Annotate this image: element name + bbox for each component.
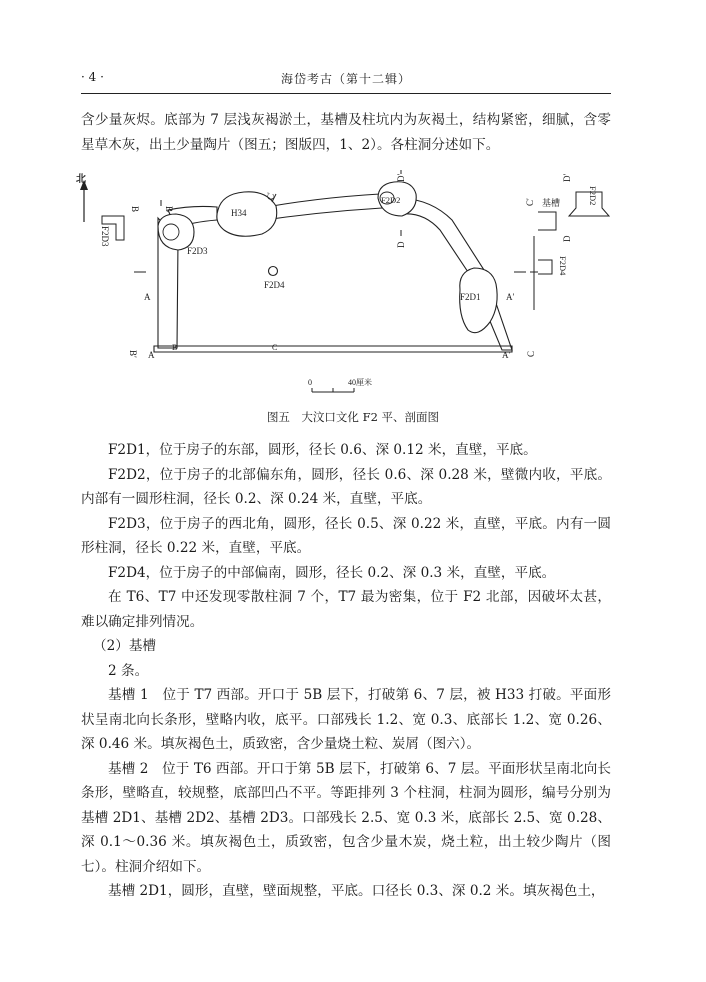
c-prime-top-label: C′ [266,192,276,200]
d-prime-label: D′ [396,173,406,182]
paragraph-f2d4: F2D4，位于房子的中部偏南，圆形，径长 0.2、深 0.3 米，直壁，平底。 [108,564,556,581]
paragraph-f2d1: F2D1，位于房子的东部，圆形，径长 0.6、深 0.12 米，直壁，平底。 [108,442,537,458]
paragraph-postholes: 在 T6、T7 中还发现零散柱洞 7 个，T7 最为密集，位于 F2 北部，因破坏太甚，难以确定排列情况。 [81,589,611,630]
section-heading: （2）基槽 [93,638,157,654]
a-bottom-label: A [148,350,155,360]
page-number: · 4 · [81,70,104,84]
figure-caption: 图五 大汶口文化 F2 平、剖面图 [266,410,440,424]
c-bottom-label: C [272,343,278,352]
f2d1-label: F2D1 [460,292,481,302]
c-right-label: C [526,350,536,357]
paragraph-trench-1: 基槽 1 位于 T7 西部。开口于 5B 层下，打破第 6、7 层，被 H33 打破。平面形状呈南北向长条形，壁略内收，底平。口部残长 1.2、宽 0.3、底部长 1.2、宽 0.26、深 0.46 米。填灰褐色土，质致密，含少量烧土粒、炭屑（图六）。 [81,687,611,752]
d-label: D [396,241,406,248]
a-prime-label: A′ [506,292,515,302]
figure-5 [72,160,632,410]
c-prime-right-label: C′ [525,198,535,206]
scale-zero: 0 [308,378,312,387]
a-prime-bottom-label: A′ [502,350,511,360]
b-top-label: B [130,206,140,213]
b-prime-label: B′ [128,350,138,358]
paragraph-trench-2: 基槽 2 位于 T6 西部。开口于第 5B 层下，打破第 6、7 层。平面形状呈南北向长条形，壁略直，较规整，底部凹凸不平。等距排列 3 个柱洞，柱洞为圆形，编号分别为基槽 2D1、基槽 2D2、基槽 2D3。口部残长 2.5、宽 0.3 米，底部长 2.5、宽 0.28、深 0.1～0.36 米。填灰褐色土，质致密，包含少量木炭，烧土粒，出土较少陶片（图七）。柱洞介绍如下。 [81,760,611,875]
sec-f2d4-label: F2D4 [558,256,568,276]
f2d2-label: F2D2 [381,195,401,205]
intro-text [81,108,611,157]
d-right-label: D [562,235,572,242]
trench-count: 2 条。 [108,662,149,679]
b-bottom-label: B [172,343,178,352]
running-header [81,66,611,90]
f2-plan-section-drawing [72,160,632,410]
jicao-label: 基槽 [542,198,561,208]
paragraph-f2d3: F2D3，位于房子的西北角，圆形，径长 0.5、深 0.22 米，直壁，平底。内有一圆形柱洞，径长 0.22 米，直壁，平底。 [81,515,611,556]
paragraph-trench-2d1: 基槽 2D1，圆形，直壁，壁面规整，平底。口径长 0.3、深 0.2 米。填灰褐色土， [108,883,605,899]
sec-f2d3-label: F2D3 [100,226,110,247]
header-rule [81,93,611,94]
f2d4-section [538,260,552,274]
sec-f2d2-label: F2D2 [588,186,598,206]
f2d3-label: F2D3 [187,246,208,256]
scale-bar [312,388,354,392]
h34-label: H34 [231,208,247,218]
body-text [81,438,611,904]
paragraph-f2d2: F2D2，位于房子的北部偏东角，圆形，径长 0.6、深 0.28 米，壁微内收，平底。内部有一圆形柱洞，径长 0.2、深 0.24 米，直壁，平底。 [81,466,611,507]
scale-end: 40厘米 [348,378,372,387]
b-left-label: B [164,206,174,213]
a-label: A [144,292,151,302]
journal-title: 海岱考古（第十二辑） [280,72,411,86]
north-label: 北 [76,174,86,185]
f2d4-label: F2D4 [264,280,285,290]
foundation-trench-outline [154,194,515,352]
f2d4-posthole [269,267,278,276]
d-right-top-label: D′ [562,173,572,182]
north-arrow [80,180,88,222]
intro-paragraph: 含少量灰烬。底部为 7 层浅灰褐淤土，基槽及柱坑内为灰褐土，结构紧密，细腻，含零星草木灰，出土少量陶片（图五；图版四，1、2）。各柱洞分述如下。 [81,112,611,153]
jicao-section [538,212,556,230]
